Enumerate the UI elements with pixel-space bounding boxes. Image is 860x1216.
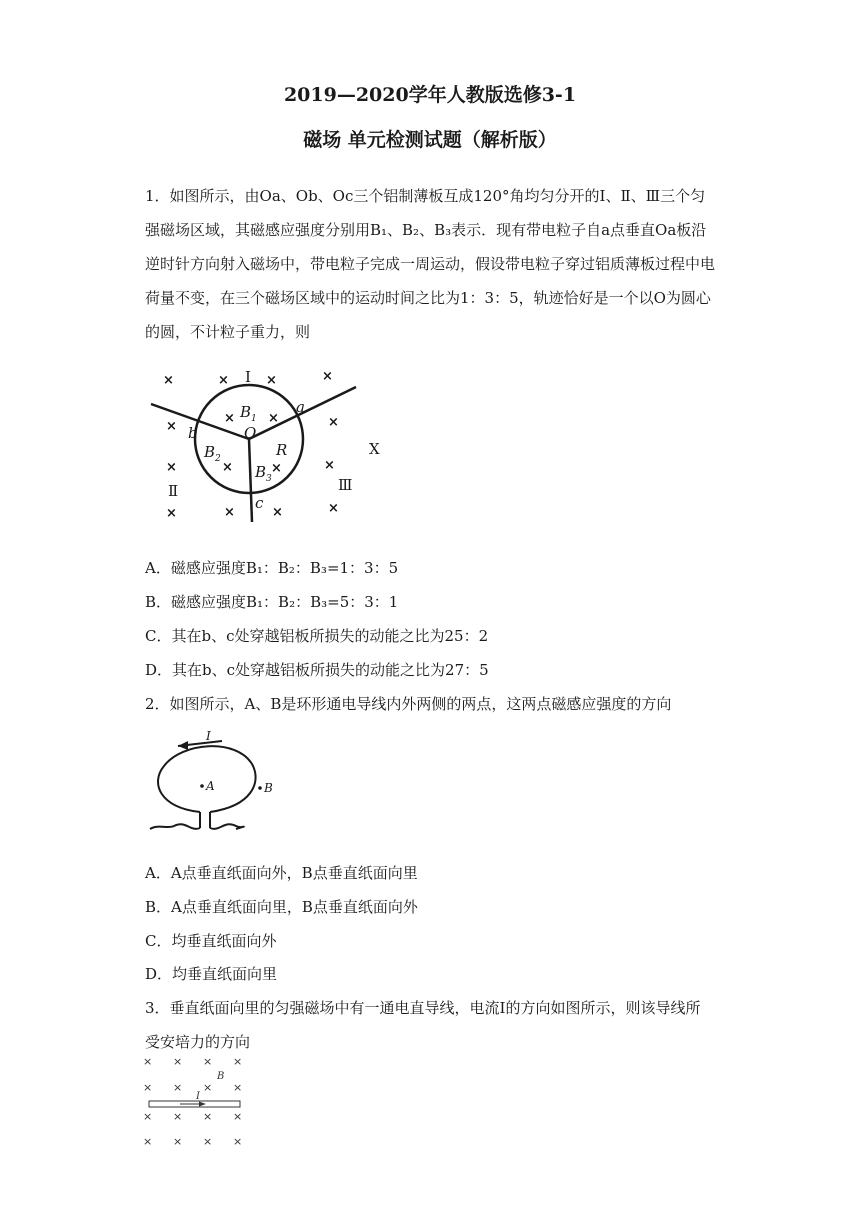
q1-cross-mark: × [322,369,333,384]
q1-radius-r-label: R [276,441,288,459]
q1-b1-label: $B_1$ [240,403,257,424]
q1-cross-mark: × [324,458,335,473]
q3-cross-mark: × [173,1135,183,1148]
q2-ring-leads [200,812,210,828]
q1-plate-oc [249,439,252,522]
q3-cross-mark: × [203,1135,213,1148]
q1-cross-mark: × [328,415,339,430]
q3-cross-mark: × [233,1081,243,1094]
q1-cross-mark: × [272,505,283,520]
q3-cross-mark: × [203,1055,213,1068]
q3-cross-mark: × [233,1135,243,1148]
q1-stem-line: 荷量不变，在三个磁场区域中的运动时间之比为1：3：5，轨迹恰好是一个以O为圆心 [145,289,711,307]
q1-point-b-label: b [188,424,198,442]
q1-cross-mark: × [224,411,235,426]
q1-cross-mark: × [166,460,177,475]
q3-cross-mark: × [143,1110,153,1123]
q3-cross-mark: × [233,1110,243,1123]
q3-current-label: I [196,1091,200,1102]
q3-cross-mark: × [143,1135,153,1148]
q3-field-b-label: B [217,1071,225,1082]
doc-subtitle: 磁场 单元检测试题（解析版） [303,129,557,151]
q1-b3-label: $B_3$ [255,463,272,484]
q3-cross-mark: × [203,1110,213,1123]
q1-stem-line: 强磁场区域，其磁感应强度分别用B₁、B₂、B₃表示．现有带电粒子自a点垂直Oa板沿 [145,221,707,239]
q1-option-b: B．磁感应强度B₁：B₂：B₃=5：3：1 [145,593,399,611]
q1-cross-mark: × [218,373,229,388]
q2-option-c: C．均垂直纸面向外 [145,932,277,950]
q2-option-b: B．A点垂直纸面向里，B点垂直纸面向外 [145,898,418,916]
q1-stem-line: 逆时针方向射入磁场中，带电粒子完成一周运动，假设带电粒子穿过铝质薄板过程中电 [145,255,716,273]
q2-point-a-label: A [206,779,215,793]
q2-point-a-dot [200,784,204,788]
q3-cross-mark: × [173,1110,183,1123]
q2-stem: 2．如图所示，A、B是环形通电导线内外两侧的两点，这两点磁感应强度的方向 [145,695,672,713]
q3-straight-wire-figure [140,1050,252,1150]
q2-lead-left [150,824,200,829]
q3-cross-mark: × [233,1055,243,1068]
q2-option-d: D．均垂直纸面向里 [145,965,278,983]
q1-stem-line: 的圆，不计粒子重力，则 [145,323,311,341]
stray-mark: X [369,440,380,458]
q1-option-c: C．其在b、c处穿越铝板所损失的动能之比为25：2 [145,627,489,645]
q1-stem-line: 1．如图所示，由Oa、Ob、Oc三个铝制薄板互成120°角均匀分开的Ⅰ、Ⅱ、Ⅲ三个匀 [145,187,706,205]
q2-current-label: I [206,729,211,743]
q1-cross-mark: × [222,460,233,475]
q3-cross-mark: × [203,1081,213,1094]
q1-cross-mark: × [271,461,282,476]
q1-region-label: Ⅲ [338,476,353,494]
q1-cross-mark: × [163,373,174,388]
q2-point-b-dot [258,786,262,790]
q1-region-label: Ⅱ [168,482,179,500]
q1-point-a-label: a [296,398,305,416]
q3-stem-line: 3．垂直纸面向里的匀强磁场中有一通电直导线，电流I的方向如图所示，则该导线所 [145,999,701,1017]
q2-option-a: A．A点垂直纸面向外，B点垂直纸面向里 [145,864,418,882]
q1-center-o-label: O [244,424,257,442]
q1-b2-label: $B_2$ [204,443,221,464]
q1-cross-mark: × [166,419,177,434]
q3-cross-mark: × [143,1081,153,1094]
q1-cross-mark: × [224,505,235,520]
q2-ring-current-figure [144,728,294,840]
q2-point-b-label: B [264,781,273,795]
q3-cross-mark: × [143,1055,153,1068]
q3-stem-line: 受安培力的方向 [145,1033,251,1051]
q2-lead-right [210,824,244,829]
q1-region-label: Ⅰ [245,368,251,386]
doc-title: 2019—2020学年人教版选修3-1 [283,84,577,106]
q1-cross-mark: × [266,373,277,388]
q1-option-d: D．其在b、c处穿越铝板所损失的动能之比为27：5 [145,661,489,679]
q1-cross-mark: × [268,411,279,426]
q1-cross-mark: × [328,501,339,516]
q2-arrow-head [178,741,188,750]
q1-option-a: A．磁感应强度B₁：B₂：B₃=1：3：5 [145,559,399,577]
q3-cross-mark: × [173,1081,183,1094]
q3-cross-mark: × [173,1055,183,1068]
q1-magnetic-field-figure [148,362,368,524]
q1-cross-mark: × [166,506,177,521]
q1-point-c-label: c [255,494,264,512]
